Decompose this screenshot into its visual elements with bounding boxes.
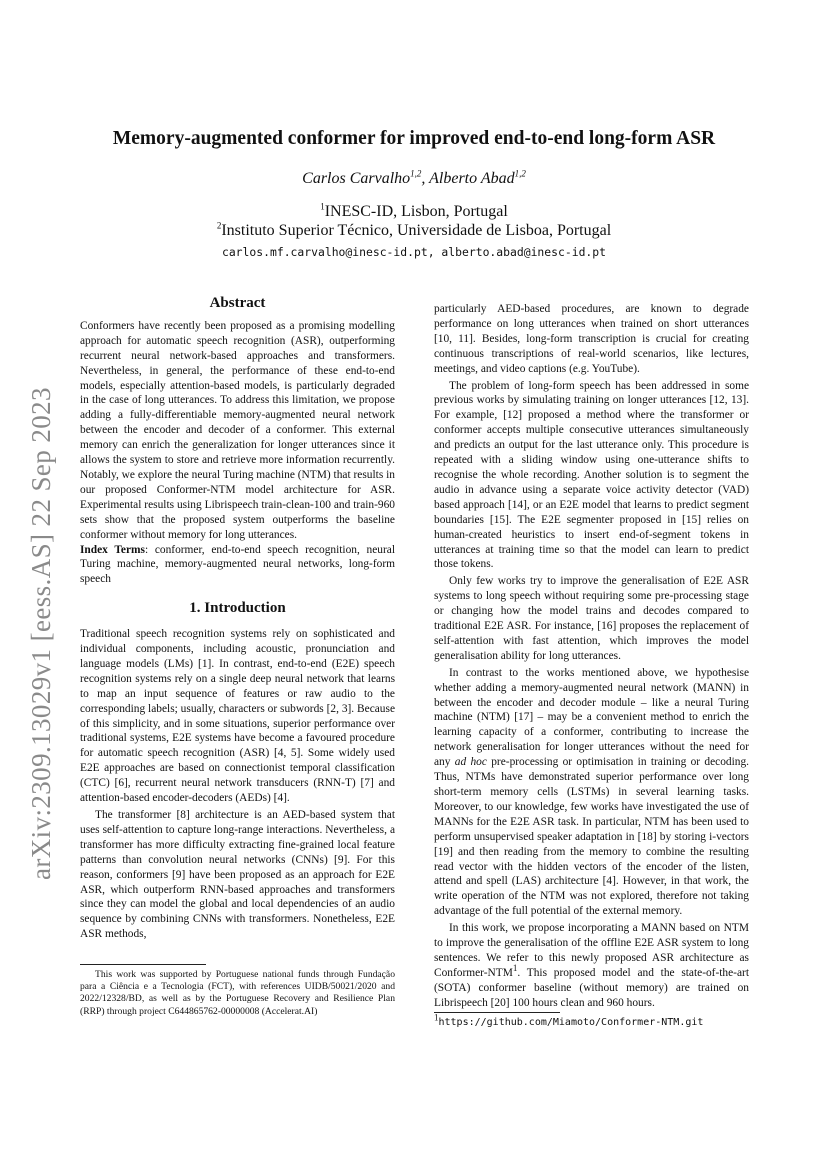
author-emails: carlos.mf.carvalho@inesc-id.pt, alberto.abad@inesc-id.pt	[221, 245, 607, 259]
abstract-heading: Abstract	[209, 295, 266, 311]
intro-paragraph: The problem of long-form speech has been addressed in some previous works by simulating training on longer utterances [12, 13]. For example, [12] proposed a method where the transformer or conformer accepts multiple consecutive utterances simultaneously and predicts an output for the last utterance only. This procedure is repeated with a sliding window using one-utterance shifts to recognise the whole recording. Another solution is to segment the audio in advance using a separate voice activity detector (VAD) based approach [14], or an E2E model that learns to predict segment boundaries [15]. The E2E segmenter proposed in [15] relies on human-created heuristics to insert end-of-segment tokens in utterances at training time so that the model can learn to predict those tokens.	[434, 379, 749, 571]
intro-paragraph: Traditional speech recognition systems rely on sophisticated and individual components, including acoustic, pronunciation and language models (LMs) [1]. In contrast, end-to-end (E2E) speech recognition systems rely on a single deep neural network that learns to map an input sequence of features or raw audio to the corresponding labels; usually, characters or subwords [2, 3]. Because of this simplicity, and in some situations, superior performance over traditional systems, E2E systems have become a favoured procedure for automatic speech recognition (ASR) [4, 5]. Some widely used E2E approaches are based on connectionist temporal classification (CTC) [6], recurrent neural network transducers (RNN-T) [7] and attention-based encoder-decoders (AEDs) [4].	[80, 628, 395, 805]
index-terms-text: : conformer, end-to-end speech recognition, neural Turing machine, memory-augmented neural networks, long-form speech	[80, 543, 395, 586]
affiliation-text: INESC-ID, Lisbon, Portugal	[324, 203, 508, 220]
left-column	[80, 296, 395, 942]
footnote-divider	[80, 964, 206, 965]
repository-link[interactable]: https://github.com/Miamoto/Conformer-NTM.git	[438, 1017, 704, 1028]
affiliation-mark: 2	[216, 220, 222, 231]
code-footnote	[434, 1012, 764, 1029]
author-name: Carlos Carvalho	[302, 170, 411, 187]
footnote-divider	[434, 1012, 560, 1013]
index-terms	[80, 543, 395, 588]
footnote-marker: 1	[512, 963, 518, 974]
author-separator: ,	[421, 170, 430, 187]
intro-paragraph: particularly AED-based procedures, are known to degrade performance on long utterances when trained on short utterances [10, 11]. Besides, long-form transcription is crucial for creating continuous transcriptions of real-world scenarios, like lectures, meetings, and video captions (e.g. YouTube).	[434, 303, 749, 375]
affiliation-line	[80, 203, 748, 221]
paragraph-text: . This proposed model and the state-of-the-art (SOTA) conformer baseline (without memory) are trained on Librispeech [20] 100 hours clean and 960 hours.	[434, 966, 749, 1009]
affiliation-text: Instituto Superior Técnico, Universidade de Lisboa, Portugal	[221, 222, 612, 239]
paragraph-text: pre-processing or optimisation in training or decoding. Thus, NTMs have demonstrated superior performance over long short-term memory cells (LSTMs) in several learning tasks. Moreover, to our knowledge, few works have investigated the use of MANNs for the E2E ASR task. In particular, NTM has been used to perform unsupervised speaker adaptation in [18] by storing i-vectors [19] and then reading from the memory to combine the resulting read vector with the hidden vectors of the encoder of the listen, attend and spell (LAS) architecture [4]. However, in that work, the write operation of the NTM was not explored, therefore not taking advantage of the full potential of the external memory.	[434, 756, 749, 918]
arxiv-stamp: arXiv:2309.13029v1 [eess.AS] 22 Sep 2023	[26, 387, 56, 880]
section-heading-introduction: 1. Introduction	[189, 600, 286, 617]
paragraph-text: In this work, we propose incorporating a MANN based on NTM to improve the generalisation of the offline E2E ASR system to long sentences. We refer to this newly proposed ASR architecture as Conformer-NTM	[434, 922, 749, 979]
footnote-marker: 1	[434, 1012, 439, 1023]
emphasis-text: ad hoc	[454, 756, 487, 769]
author-affiliation-mark: 1,2	[514, 168, 526, 179]
funding-footnote	[80, 969, 395, 1018]
intro-paragraph: The transformer [8] architecture is an AED-based system that uses self-attention to capture long-range interactions. Nevertheless, a transformer has more difficulty extracting fine-grained local feature patterns than convolution neural networks (CNNs) [9]. For this reason, conformers [9] have been proposed as an approach for E2E ASR, which outperform RNN-based approaches and transformers since they can model the global and local dependencies of an audio sequence by combining CNNs with transformers. Nonetheless, E2E ASR methods,	[80, 809, 395, 941]
affiliation-line	[80, 222, 748, 240]
affiliation-mark: 1	[320, 201, 325, 212]
right-column	[434, 302, 749, 1011]
index-terms-label: Index Terms	[80, 543, 145, 556]
intro-paragraph: Only few works try to improve the generalisation of E2E ASR systems to long speech without requiring some pre-processing stage or changing how the model trains and decodes compared to traditional E2E ASR. For instance, [16] proposes the replacement of self-attention with fast attention, which improves the model generalisation ability for long utterances.	[434, 575, 749, 662]
intro-paragraph	[434, 921, 749, 1010]
paper-title: Memory-augmented conformer for improved end-to-end long-form ASR	[112, 128, 716, 149]
author-affiliation-mark: 1,2	[410, 168, 422, 179]
intro-paragraph	[434, 666, 749, 919]
author-list	[80, 170, 748, 188]
abstract-text: Conformers have recently been proposed as a promising modelling approach for automatic speech recognition (ASR), outperforming recurrent neural network-based approaches and transformers. Nevertheless, in general, the performance of these end-to-end models, especially attention-based models, is particularly degraded in the case of long utterances. To address this limitation, we propose adding a fully-differentiable memory-augmented neural network between the encoder and decoder of a conformer. This external memory can enrich the generalization for longer utterances since it allows the system to store and retrieve more information recurrently. Notably, we explore the neural Turing machine (NTM) that results in our proposed Conformer-NTM model architecture for ASR. Experimental results using Librispeech train-clean-100 and train-960 sets show that the proposed system outperforms the baseline conformer without memory for long utterances.	[80, 319, 395, 541]
author-name: Alberto Abad	[429, 170, 515, 187]
funding-footnote-text: This work was supported by Portuguese national funds through Fundação para a Ciência e a Tecnologia (FCT), with references UIDB/50021/2020 and 2022/12328/BD, as well as by the Portuguese Recovery and Resilience Plan (RRP) through project C644865762-00000008 (Accelerat.AI)	[80, 969, 395, 1017]
paragraph-text: In contrast to the works mentioned above, we hypothesise whether adding a memory-augmented neural network (MANN) in between the encoder and decoder module – like a neural Turing machine (NTM) [17] – may be a convenient method to enrich the learning capacity of a conformer, contributing to increase the network generalisation for longer utterances without the need for any	[434, 666, 749, 769]
